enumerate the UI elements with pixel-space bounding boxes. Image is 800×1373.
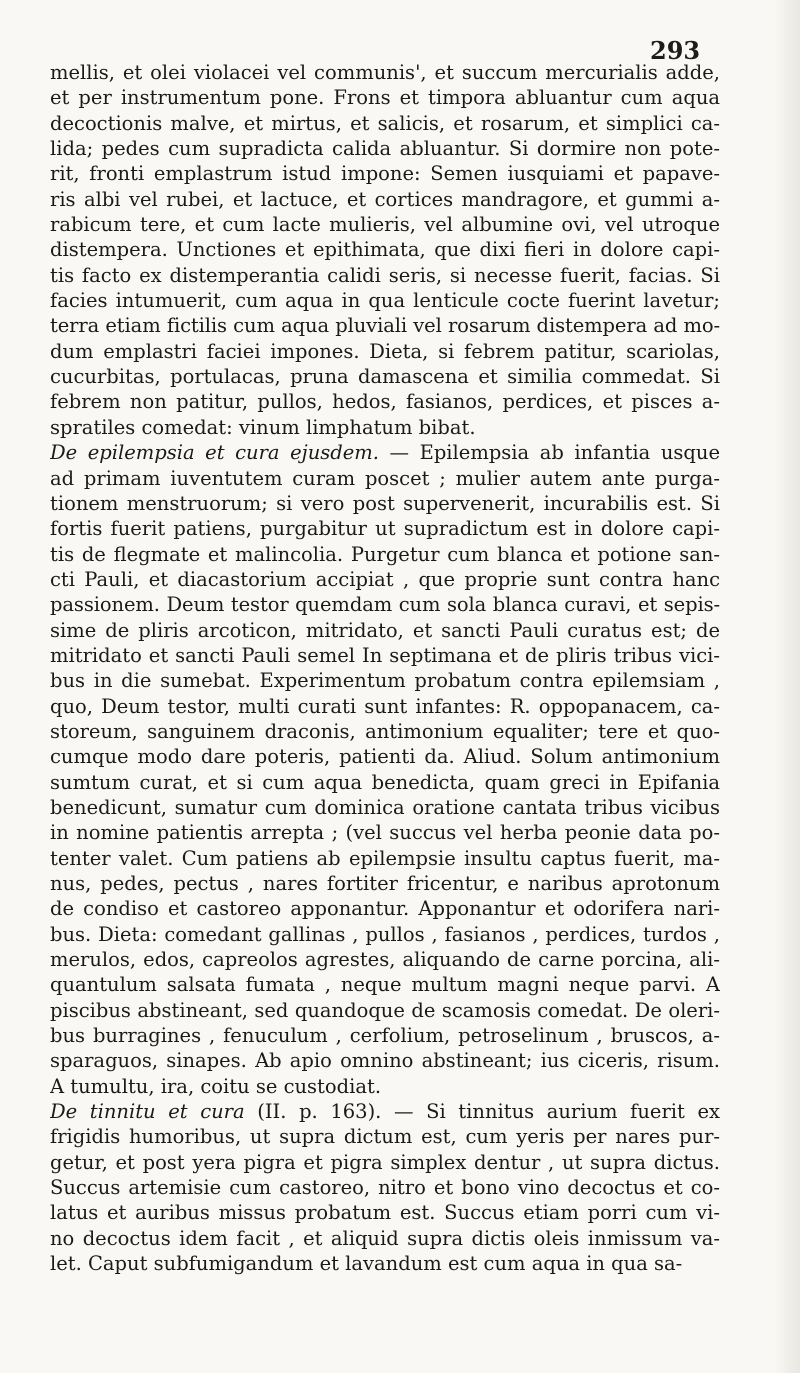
text-line [50, 770, 720, 795]
line-text: tis facto ex distemperantia calidi seris, si necesse fuerit, facias. Si [50, 263, 720, 287]
line-text: distempera. Unctiones et epithimata, que dixi fieri in dolore capi- [50, 238, 720, 262]
text-line [50, 846, 720, 871]
line-text: no decoctus idem facit , et aliquid supra dictis oleis inmissum va- [50, 1226, 720, 1250]
line-text: mellis, et olei violacei vel communis', et succum mercurialis adde, [50, 61, 720, 84]
line-text: quo, Deum testor, multi curati sunt infantes: R. oppopanacem, ca- [50, 694, 720, 718]
section-heading: De epilempsia et cura ejusdem. [50, 441, 379, 465]
text-line [50, 60, 720, 85]
text-line [50, 466, 720, 491]
page-number: 293 [650, 36, 701, 65]
text-line [50, 1074, 720, 1099]
text-line [50, 339, 720, 364]
line-text: facies intumuerit, cum aqua in qua lenticule cocte fuerint lavetur; [50, 289, 720, 313]
line-text: in nomine patientis arrepta ; (vel succus vel herba peonie data po- [50, 821, 720, 845]
text-line [50, 947, 720, 972]
line-text: dum emplastri faciei impones. Dieta, si febrem patitur, scariolas, [50, 339, 720, 363]
line-text: mitridato et sancti Pauli semel In septimana et de pliris tribus vici- [50, 643, 720, 667]
text-line [50, 1175, 720, 1200]
line-text: tenter valet. Cum patiens ab epilempsie insultu captus fuerit, ma- [50, 846, 720, 870]
line-text: terra etiam fictilis cum aqua pluviali vel rosarum distempera ad mo- [50, 314, 720, 338]
text-line [50, 389, 720, 414]
text-line [50, 161, 720, 186]
text-line [50, 1099, 720, 1124]
line-text: tis de flegmate et malincolia. Purgetur cum blanca et potione san- [50, 542, 720, 566]
text-line [50, 263, 720, 288]
line-text: lida; pedes cum supradicta calida abluantur. Si dormire non pote- [50, 137, 720, 161]
line-text: sumtum curat, et si cum aqua benedicta, quam greci in Epifania [50, 770, 720, 794]
text-line [50, 998, 720, 1023]
text-line [50, 187, 720, 212]
text-line [50, 415, 720, 440]
text-line [50, 592, 720, 617]
text-line [50, 542, 720, 567]
text-line [50, 237, 720, 262]
text-line [50, 618, 720, 643]
text-line [50, 1124, 720, 1149]
text-line [50, 820, 720, 845]
text-line [50, 136, 720, 161]
line-text: bus burragines , fenuculum , cerfolium, petroselinum , bruscos, a- [50, 1024, 720, 1048]
line-text: et per instrumentum pone. Frons et timpora abluantur cum aqua [50, 86, 720, 110]
line-text: Succus artemisie cum castoreo, nitro et bono vino decoctus et co- [50, 1176, 720, 1200]
text-line [50, 1200, 720, 1225]
text-line [50, 719, 720, 744]
body-text [50, 60, 720, 1277]
text-line [50, 111, 720, 136]
text-line [50, 1150, 720, 1175]
text-line [50, 212, 720, 237]
text-line [50, 871, 720, 896]
text-line [50, 288, 720, 313]
line-text: sparaguos, sinapes. Ab apio omnino abstineant; ius ciceris, risum. [50, 1049, 720, 1073]
text-line [50, 85, 720, 110]
line-text: quantulum salsata fumata , neque multum magni neque parvi. A [50, 973, 720, 997]
text-line [50, 516, 720, 541]
line-text: ad primam iuventutem curam poscet ; mulier autem ante purga- [50, 466, 720, 490]
text-line [50, 896, 720, 921]
line-text: rabicum tere, et cum lacte mulieris, vel albumine ovi, vel utroque [50, 213, 720, 237]
line-text: bus. Dieta: comedant gallinas , pullos , fasianos , perdices, turdos , [50, 922, 720, 946]
line-text: fortis fuerit patiens, purgabitur ut supradictum est in dolore capi- [50, 517, 720, 541]
text-line [50, 1226, 720, 1251]
text-line [50, 668, 720, 693]
line-text: febrem non patitur, pullos, hedos, fasianos, perdices, et pisces a- [50, 390, 720, 414]
text-line [50, 744, 720, 769]
text-line [50, 491, 720, 516]
text-line [50, 972, 720, 997]
line-text: cti Pauli, et diacastorium accipiat , que proprie sunt contra hanc [50, 567, 720, 591]
text-line [50, 643, 720, 668]
line-text: — Epilempsia ab infantia usque [378, 441, 720, 465]
line-text: decoctionis malve, et mirtus, et salicis, et rosarum, et simplici ca- [50, 111, 720, 135]
line-text: getur, et post yera pigra et pigra simplex dentur , ut supra dictus. [50, 1150, 720, 1174]
text-line [50, 364, 720, 389]
line-text: bus in die sumebat. Experimentum probatum contra epilemsiam , [50, 669, 720, 693]
text-line [50, 795, 720, 820]
line-text: benedicunt, sumatur cum dominica oratione cantata tribus vicibus [50, 795, 720, 819]
text-line [50, 1048, 720, 1073]
text-line [50, 1023, 720, 1048]
line-text: (II. p. 163). — Si tinnitus aurium fuerit ex [244, 1100, 720, 1124]
text-line [50, 922, 720, 947]
line-text: piscibus abstineant, sed quandoque de scamosis comedat. De oleri- [50, 998, 720, 1022]
text-line [50, 1251, 720, 1276]
line-text: A tumultu, ira, coitu se custodiat. [50, 1074, 382, 1098]
line-text: rit, fronti emplastrum istud impone: Semen iusquiami et papave- [50, 162, 720, 186]
text-line [50, 313, 720, 338]
line-text: merulos, edos, capreolos agrestes, aliquando de carne porcina, ali- [50, 948, 720, 972]
line-text: ris albi vel rubei, et lactuce, et cortices mandragore, et gummi a- [50, 187, 720, 211]
line-text: latus et auribus missus probatum est. Succus etiam porri cum vi- [50, 1201, 720, 1225]
text-line [50, 567, 720, 592]
line-text: de condiso et castoreo apponantur. Apponantur et odorifera nari- [50, 897, 720, 921]
line-text: spratiles comedat: vinum limphatum bibat. [50, 415, 476, 439]
text-line [50, 694, 720, 719]
line-text: passionem. Deum testor quemdam cum sola blanca curavi, et sepis- [50, 593, 720, 617]
section-heading: De tinnitu et cura [50, 1100, 245, 1124]
page-edge-shadow [774, 0, 800, 1373]
line-text: storeum, sanguinem draconis, antimonium equaliter; tere et quo- [50, 719, 720, 743]
line-text: cumque modo dare poteris, patienti da. Aliud. Solum antimonium [50, 745, 720, 769]
line-text: sime de pliris arcoticon, mitridato, et sancti Pauli curatus est; de [50, 618, 720, 642]
line-text: let. Caput subfumigandum et lavandum est cum aqua in qua sa- [50, 1252, 683, 1276]
text-line [50, 440, 720, 465]
line-text: frigidis humoribus, ut supra dictum est, cum yeris per nares pur- [50, 1125, 720, 1149]
line-text: nus, pedes, pectus , nares fortiter fricentur, e naribus aprotonum [50, 872, 720, 895]
line-text: cucurbitas, portulacas, pruna damascena et similia commedat. Si [50, 365, 720, 389]
line-text: tionem menstruorum; si vero post supervenerit, incurabilis est. Si [50, 491, 720, 515]
